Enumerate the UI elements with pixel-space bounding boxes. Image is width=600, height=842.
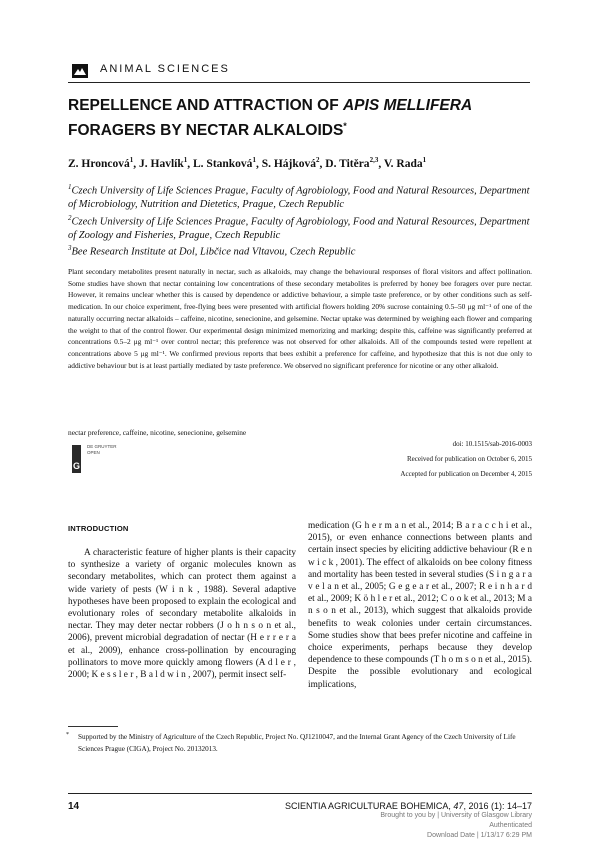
section-label: ANIMAL SCIENCES	[100, 63, 230, 75]
abstract: Plant secondary metabolites present naturally in nectar, such as alkaloids, may change the behavioural responses of floral visitors and affect pollination. Some studies have shown that nectar containing low concentrations of these secondary metabolites is preferred by honey bee foragers over pure nectar. However, it remains unclear whether this is caused by dependence or addictive behaviour, a simple taste preference, or by other conditions such as self-medication. In our choice experiment, free-flying bees were presented with artificial flowers holding 20% sucrose containing 0.5–50 μg ml⁻¹ of one of the naturally occurring nectar alkaloids – caffeine, nicotine, senecionine, and gelsemine. Nectar uptake was determined by weighing each flower and comparing the weight to that of the control flower. Our experimental design minimized memorizing and marking; despite this, caffeine was significantly preferred at concentrations 0.5–2 μg ml⁻¹ over control nectar; this preference was not observed for other alkaloids. All of the compounds tested were repellent at concentrations above 5 μg ml⁻¹. We confirmed previous reports that bees exhibit a preference for caffeine, and hypothesize that this is not due only to addictive behaviour but is at least partially mediated by taste preference. We observed no significant preference for nicotine or any other alkaloid.	[68, 267, 532, 370]
section-heading-introduction: INTRODUCTION	[68, 524, 129, 533]
publisher-logo-letter: G	[73, 461, 81, 471]
page-number: 14	[68, 801, 80, 812]
author: Z. Hroncová$^1$,	[68, 156, 140, 170]
publisher-name: DE GRUYTER OPEN	[87, 444, 117, 455]
doi-link[interactable]: doi: 10.1515/sab-2016-0003	[452, 440, 532, 448]
article-title	[68, 96, 538, 141]
author: S. Hájková$^2$,	[261, 156, 326, 170]
author-list	[68, 156, 538, 170]
author: V. Rada$^1$	[383, 156, 427, 170]
title-footnote-marker: *	[343, 121, 347, 131]
accepted-date: Accepted for publication on December 4, 2015	[400, 470, 532, 478]
footer-rule	[68, 793, 532, 794]
affiliation: $^3$Bee Research Institute at Dol, Libčice nad Vltavou, Czech Republic	[68, 244, 356, 258]
author: J. Havlík$^1$,	[139, 156, 193, 170]
title-part-2: FORAGERS BY NECTAR ALKALOIDS	[68, 122, 344, 140]
download-stamp: Brought to you by | University of Glasgow Library Authenticated Download Date | 1/13/17 6:29 PM	[380, 812, 532, 839]
paragraph: medication (G h e r m a n et al., 2014; B a r a c c h i et al., 2015), or even enhance connections between plants and certain insect species by eliciting addictive behaviour (R e n w i c k , 2001). The effect of alkaloids on bee colony fitness and mortality has been tested in several studies (S i n g a r a v e l a n et al., 2005; G e g e a r et al., 2007; R e i n h a r d et al., 2009; K ö h l e r et al., 2012; C o o k et al., 2013; M a n s o n et al., 2013), which suggest that alkaloids provide benefits to weak colonies under certain circumstances. Some studies show that bees prefer nicotine and caffeine in choice experiments, perhaps because they develop dependence to these compounds (T h o m s o n et al., 2015). Despite the possible evolutionary and ecological implications,	[308, 521, 532, 690]
title-species: APIS MELLIFERA	[342, 97, 473, 114]
title-part-1: REPELLENCE AND ATTRACTION OF	[68, 97, 343, 114]
footnote-text: Supported by the Ministry of Agriculture of the Czech Republic, Project No. QJ1210047, and the Internal Grant Agency of the Czech University of Life Sciences Prague (CIGA), Project No. 20132013.	[78, 733, 516, 753]
footnote-marker: *	[66, 732, 69, 738]
author: L. Stanková$^1$,	[193, 156, 262, 170]
received-date: Received for publication on October 6, 2015	[407, 455, 532, 463]
affiliation: $^1$Czech University of Life Sciences Prague, Faculty of Agrobiology, Food and Natural Resources, Department of Microbiology, Nutrition and Dietetics, Prague, Czech Republic	[68, 183, 530, 210]
article-info	[400, 437, 532, 482]
footnote-rule	[68, 726, 118, 727]
journal-citation: SCIENTIA AGRICULTURAE BOHEMICA, 47, 2016 (1): 14–17	[285, 801, 532, 811]
body-column-left	[68, 547, 296, 681]
footnote	[68, 732, 532, 755]
affiliation-list	[68, 181, 538, 259]
body-column-right	[308, 520, 532, 691]
author: D. Titěra$^{2,3}$,	[325, 156, 384, 170]
paragraph: A characteristic feature of higher plants is their capacity to synthesize a variety of organic molecules known as secondary metabolites, which can protect them against a wide variety of pests (W i n k , 1988). Several adaptive hypotheses have been proposed to explain the ecological and evolutionary roles of secondary metabolite alkaloids in nectar. They may deter nectar robbers (J o h n s o n et al., 2006), prevent microbial degradation of nectar (H e r r e r a et al., 2009), enhance cross-pollination by encouraging pollinators to move more quickly among flowers (A d l e r , 2000; K e s s l e r , B a l d w i n , 2007), permit insect self-	[68, 548, 296, 681]
keywords: nectar preference, caffeine, nicotine, senecionine, gelsemine	[68, 428, 247, 437]
affiliation: $^2$Czech University of Life Sciences Prague, Faculty of Agrobiology, Food and Natural Resources, Department of Zoology and Fisheries, Prague, Czech Republic	[68, 213, 530, 241]
journal-logo-icon	[72, 64, 88, 78]
